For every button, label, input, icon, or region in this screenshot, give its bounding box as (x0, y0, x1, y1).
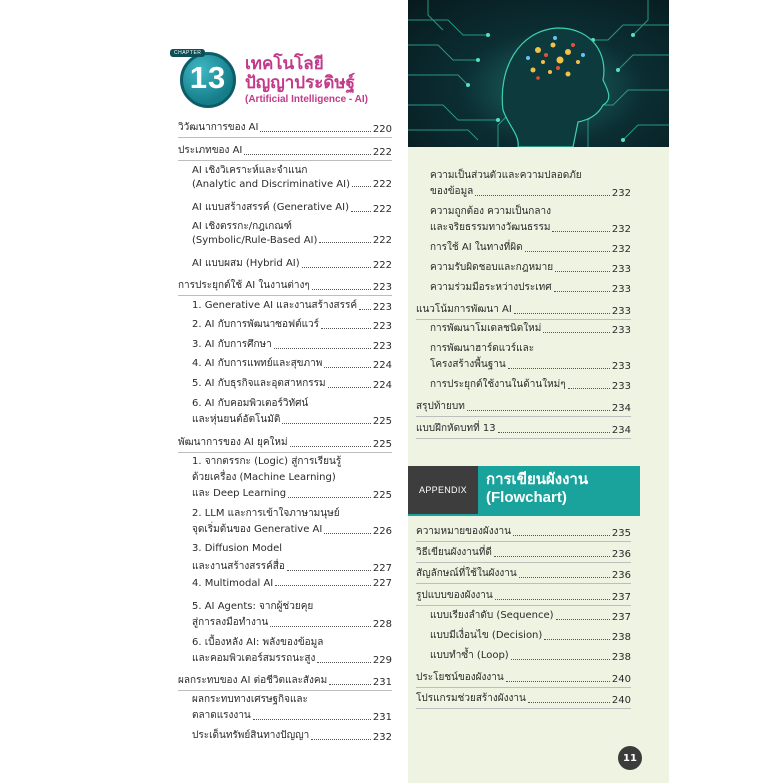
dot-leader (324, 533, 371, 534)
section-divider (416, 541, 631, 542)
left-toc-entry[interactable] (192, 615, 392, 630)
toc-page-number: 234 (611, 425, 631, 436)
section-divider (416, 687, 631, 688)
toc-entry-label: สรุปท้ายบท (416, 401, 465, 412)
toc-entry-label: และคอมพิวเตอร์สมรรถนะสูง (192, 653, 316, 664)
left-toc-entry[interactable] (192, 337, 392, 352)
toc-entry-label: แนวโน้มการพัฒนา AI (416, 304, 512, 315)
toc-page-number: 223 (372, 282, 392, 293)
dot-leader (328, 387, 371, 388)
dot-leader (287, 570, 371, 571)
toc-page-number: 237 (611, 592, 631, 603)
chapter-title-line1: เทคโนโลยี (245, 54, 324, 73)
toc-page-number: 236 (611, 570, 631, 581)
toc-page-number: 227 (372, 578, 392, 589)
toc-page-number: 222 (372, 204, 392, 215)
appendix-toc-entry[interactable] (416, 670, 631, 685)
dot-leader (288, 497, 371, 498)
toc-entry-label: สัญลักษณ์ที่ใช้ในผังงาน (416, 568, 517, 579)
left-toc-entry[interactable] (178, 673, 392, 688)
appendix-toc-entry[interactable] (416, 566, 631, 581)
toc-entry-label: และงานสร้างสรรค์สื่อ (192, 561, 285, 572)
toc-entry-label: โครงสร้างพื้นฐาน (430, 359, 506, 370)
dot-leader (302, 267, 371, 268)
toc-entry-label: 1. Generative AI และงานสร้างสรรค์ (192, 300, 358, 311)
toc-entry-text: 3. Diffusion Model (192, 543, 283, 554)
toc-page-number: 231 (372, 677, 392, 688)
dot-leader (495, 599, 610, 600)
toc-page-number: 222 (372, 179, 392, 190)
toc-entry-label: การพัฒนาโมเดลชนิดใหม่ (430, 323, 542, 334)
dot-leader (519, 577, 610, 578)
toc-entry-text: ผลกระทบทางเศรษฐกิจและ (192, 694, 308, 705)
dot-leader (544, 639, 610, 640)
left-toc-entry[interactable] (192, 708, 392, 723)
toc-entry-label: แบบมีเงื่อนไข (Decision) (430, 630, 543, 641)
toc-entry-label: และ Deep Learning (192, 488, 287, 499)
left-toc-entry[interactable] (178, 278, 392, 293)
toc-page-number: 233 (611, 284, 631, 295)
toc-page-number: 238 (611, 652, 631, 663)
section-divider (178, 690, 392, 691)
dot-leader (351, 211, 371, 212)
toc-entry-label: 5. AI กับธุรกิจและอุตสาหกรรม (192, 378, 326, 389)
section-divider (416, 583, 631, 584)
appendix-toc-entry[interactable] (416, 588, 631, 603)
dot-leader (321, 328, 371, 329)
toc-entry-label: โปรแกรมช่วยสร้างผังงาน (416, 693, 526, 704)
toc-entry-label: (Symbolic/Rule-Based AI) (192, 235, 318, 246)
toc-entry-label: จุดเริ่มต้นของ Generative AI (192, 524, 323, 535)
toc-entry-label: ตลาดแรงงาน (192, 710, 251, 721)
toc-page-number: 233 (611, 306, 631, 317)
left-toc-entry[interactable] (192, 200, 392, 215)
toc-entry-label: ผลกระทบของ AI ต่อชีวิตและสังคม (178, 675, 328, 686)
toc-entry-label: ความรับผิดชอบและกฎหมาย (430, 262, 554, 273)
toc-page-number: 223 (372, 302, 392, 313)
section-divider (178, 160, 392, 161)
toc-entry-label: การประยุกต์ใช้งานในด้านใหม่ๆ (430, 379, 566, 390)
section-divider (178, 452, 392, 453)
toc-entry-label: รูปแบบของผังงาน (416, 590, 493, 601)
toc-entry-label: การประยุกต์ใช้ AI ในงานต่างๆ (178, 280, 310, 291)
left-toc-entry[interactable] (192, 578, 392, 589)
dot-leader (317, 662, 370, 663)
toc-page-number: 232 (611, 244, 631, 255)
dot-leader (352, 186, 371, 187)
dot-leader (270, 626, 371, 627)
appendix-toc-entry[interactable] (430, 648, 631, 663)
chapter-number: 13 (189, 60, 227, 95)
chapter-title-en: (Artificial Intelligence - AI) (245, 94, 368, 105)
left-table-of-contents (178, 0, 392, 783)
toc-page-number: 235 (611, 528, 631, 539)
toc-page-number: 228 (372, 619, 392, 630)
toc-entry-label: 4. Multimodal AI (192, 578, 274, 589)
dot-leader (244, 154, 371, 155)
toc-entry-label: ประเภทของ AI (178, 145, 243, 156)
toc-entry-text: AI เชิงวิเคราะห์และจำแนก (192, 165, 308, 176)
left-toc-entry[interactable] (192, 179, 392, 190)
appendix-toc-entry[interactable] (416, 524, 631, 539)
toc-entry-label: พัฒนาการของ AI ยุคใหม่ (178, 437, 288, 448)
dot-leader (506, 681, 610, 682)
appendix-table-of-contents (416, 0, 661, 783)
toc-entry-label: 4. AI กับการแพทย์และสุขภาพ (192, 358, 323, 369)
toc-page-number: 223 (372, 341, 392, 352)
section-divider (416, 605, 631, 606)
toc-page-number: 224 (372, 380, 392, 391)
dot-leader (253, 719, 371, 720)
toc-entry-label: 3. AI กับการศึกษา (192, 339, 272, 350)
toc-entry-text: การพัฒนาฮาร์ดแวร์และ (430, 343, 535, 354)
toc-entry-text: 1. จากตรรกะ (Logic) สู่การเรียนรู้ (192, 456, 342, 467)
toc-page-number: 229 (372, 655, 392, 666)
toc-page-number: 222 (372, 260, 392, 271)
toc-entry-label: ความหมายของผังงาน (416, 526, 511, 537)
toc-page-number: 227 (372, 563, 392, 574)
toc-page-number: 222 (372, 147, 392, 158)
section-divider (416, 708, 631, 709)
toc-entry-text: ความถูกต้อง ความเป็นกลาง (430, 206, 551, 217)
toc-page-number: 232 (611, 224, 631, 235)
left-toc-entry[interactable] (178, 120, 392, 135)
appendix-toc-entry[interactable] (416, 691, 631, 706)
left-toc-entry[interactable] (192, 235, 392, 246)
toc-page-number: 233 (611, 381, 631, 392)
left-toc-entry[interactable] (192, 298, 392, 313)
toc-entry-text: 6. AI กับคอมพิวเตอร์วิทัศน์ (192, 398, 309, 409)
dot-leader (511, 659, 610, 660)
toc-entry-text: 5. AI Agents: จากผู้ช่วยคุย (192, 601, 314, 612)
left-toc-entry[interactable] (192, 376, 392, 391)
appendix-title-line2: (Flowchart) (486, 489, 567, 506)
section-divider (416, 562, 631, 563)
toc-entry-text: ด้วยเครื่อง (Machine Learning) (192, 472, 336, 483)
toc-page-number: 225 (372, 416, 392, 427)
toc-entry-label: 2. AI กับการพัฒนาซอฟต์แวร์ (192, 319, 320, 330)
toc-entry-label: วิธีเขียนผังงานที่ดี (416, 547, 492, 558)
toc-entry-label: แบบทำซ้ำ (Loop) (430, 650, 509, 661)
chapter-title-line2: ปัญญาประดิษฐ์ (245, 73, 355, 92)
toc-entry-text: 2. LLM และการเข้าใจภาษามนุษย์ (192, 508, 340, 519)
section-divider (178, 137, 392, 138)
toc-entry-text: AI เชิงตรรกะ/กฎเกณฑ์ (192, 221, 292, 232)
toc-page-number: 232 (611, 188, 631, 199)
left-toc-entry[interactable] (192, 559, 392, 574)
left-toc-entry[interactable] (192, 522, 392, 537)
left-toc-entry[interactable] (192, 317, 392, 332)
section-divider (178, 295, 392, 296)
toc-entry-label: วิวัฒนาการของ AI (178, 122, 259, 133)
toc-entry-label: ประโยชน์ของผังงาน (416, 672, 504, 683)
left-toc-entry[interactable] (192, 651, 392, 666)
dot-leader (311, 739, 371, 740)
appendix-title-line1: การเขียนผังงาน (486, 471, 589, 488)
toc-page-number: 232 (372, 732, 392, 743)
dot-leader (275, 585, 371, 586)
dot-leader (528, 702, 610, 703)
toc-page-number: 238 (611, 632, 631, 643)
dot-leader (359, 309, 371, 310)
toc-entry-label: AI แบบสร้างสรรค์ (Generative AI) (192, 202, 349, 213)
toc-entry-label: ความร่วมมือระหว่างประเทศ (430, 282, 552, 293)
left-toc-entry[interactable] (192, 356, 392, 371)
toc-entry-label: สู่การลงมือทำงาน (192, 617, 269, 628)
toc-page-number: 236 (611, 549, 631, 560)
left-toc-entry[interactable] (192, 256, 392, 271)
toc-entry-label: AI แบบผสม (Hybrid AI) (192, 258, 300, 269)
toc-page-number: 226 (372, 526, 392, 537)
dot-leader (513, 535, 610, 536)
toc-entry-label: (Analytic and Discriminative AI) (192, 179, 350, 190)
toc-entry-label: ของข้อมูล (430, 186, 474, 197)
toc-entry-label: ประเด็นทรัพย์สินทางปัญญา (192, 730, 310, 741)
appendix-tag: APPENDIX (408, 466, 478, 514)
dot-leader (494, 556, 610, 557)
dot-leader (260, 131, 370, 132)
toc-page-number: 224 (372, 360, 392, 371)
left-toc-entry[interactable] (178, 143, 392, 158)
toc-page-number: 240 (611, 674, 631, 685)
dot-leader (324, 367, 371, 368)
toc-page-number: 240 (611, 695, 631, 706)
toc-entry-label: และจริยธรรมทางวัฒนธรรม (430, 222, 551, 233)
dot-leader (274, 348, 371, 349)
toc-page-number: 233 (611, 264, 631, 275)
toc-entry-text: ความเป็นส่วนตัวและความปลอดภัย (430, 170, 582, 181)
chapter-tag: CHAPTER (170, 49, 205, 57)
toc-page-number: 225 (372, 439, 392, 450)
left-toc-entry[interactable] (192, 728, 392, 743)
dot-leader (329, 684, 371, 685)
toc-page-number: 223 (372, 321, 392, 332)
left-toc-entry[interactable] (192, 412, 392, 427)
dot-leader (556, 619, 610, 620)
dot-leader (290, 446, 371, 447)
toc-page-number: 234 (611, 403, 631, 414)
dot-leader (319, 242, 371, 243)
toc-entry-text: 6. เบื้องหลัง AI: พลังของข้อมูล (192, 637, 324, 648)
toc-entry-label: การใช้ AI ในทางที่ผิด (430, 242, 523, 253)
toc-page-number: 233 (611, 325, 631, 336)
appendix-toc-entry[interactable] (416, 545, 631, 560)
dot-leader (312, 289, 371, 290)
toc-page-number: 220 (372, 124, 392, 135)
toc-entry-label: แบบเรียงลำดับ (Sequence) (430, 610, 554, 621)
left-toc-entry[interactable] (192, 486, 392, 501)
page-number: 11 (618, 746, 642, 770)
toc-page-number: 222 (372, 235, 392, 246)
appendix-toc-entry[interactable] (430, 628, 631, 643)
dot-leader (282, 423, 371, 424)
toc-page-number: 233 (611, 361, 631, 372)
toc-page-number: 231 (372, 712, 392, 723)
toc-page-number: 225 (372, 490, 392, 501)
left-toc-entry[interactable] (178, 435, 392, 450)
appendix-toc-entry[interactable] (430, 608, 631, 623)
toc-page-number: 237 (611, 612, 631, 623)
toc-entry-label: แบบฝึกหัดบทที่ 13 (416, 423, 496, 434)
toc-entry-label: และหุ่นยนต์อัตโนมัติ (192, 414, 281, 425)
